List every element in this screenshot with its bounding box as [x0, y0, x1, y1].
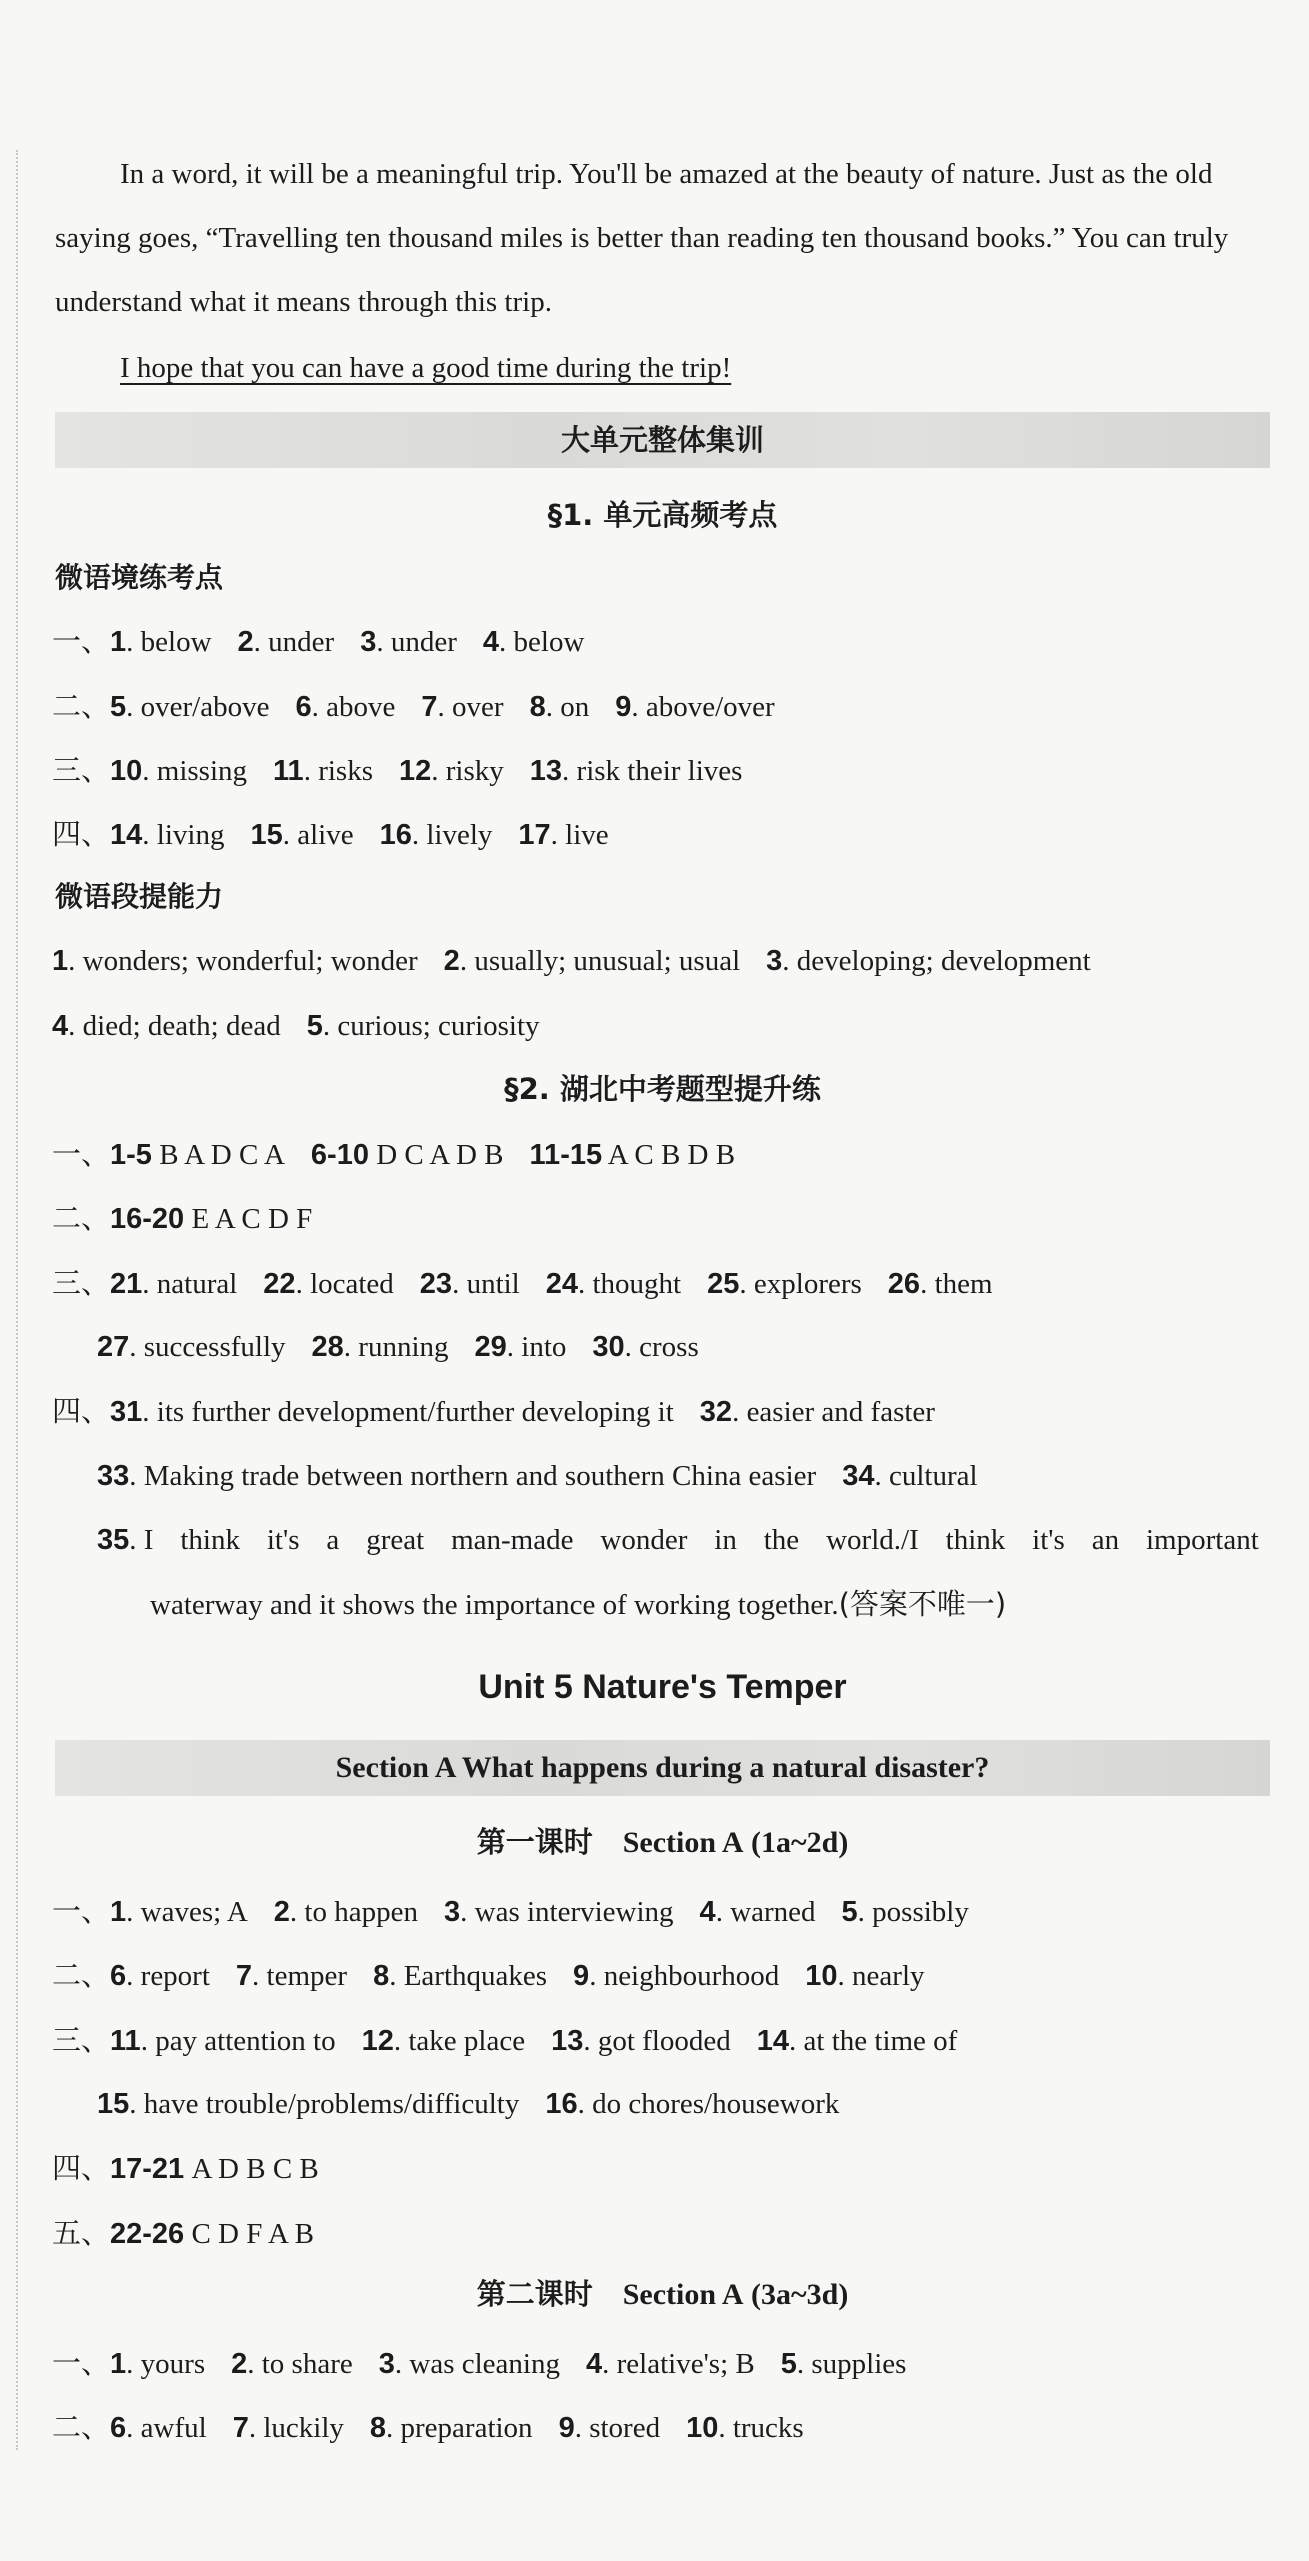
s2-title: §2. 湖北中考题型提升练 — [504, 1072, 821, 1106]
answer-row — [52, 2020, 957, 2061]
answer-text: died; death; dead — [82, 1010, 281, 1042]
answer-item: 11. pay attention to — [110, 2025, 336, 2057]
question-number: 4 — [585, 2348, 603, 2380]
answer-item: 16. lively — [379, 819, 493, 851]
answer-text: thought — [592, 1268, 682, 1300]
answer-item: 12. take place — [361, 2025, 526, 2057]
question-number: 29 — [474, 1331, 507, 1363]
answer-text: developing; development — [796, 945, 1091, 977]
question-number: 33 — [97, 1460, 130, 1492]
answer-row — [52, 2407, 804, 2448]
answer-text: on — [560, 691, 590, 723]
unit-review-title: 大单元整体集训 — [560, 423, 764, 457]
question-number: 5 — [110, 691, 127, 723]
question-number: 8 — [369, 2412, 387, 2444]
answer-row — [52, 1006, 540, 1046]
answer-text: Earthquakes — [403, 1960, 548, 1992]
answer-item: 13. got flooded — [551, 2025, 731, 2057]
group-marker: 四、 — [52, 1394, 111, 1428]
answer-item: 9. stored — [558, 2412, 661, 2444]
question-number: 30 — [592, 1331, 625, 1363]
answer-row — [97, 1327, 699, 1367]
question-number: 12 — [399, 755, 432, 787]
micro-paragraph-title: 微语段提能力 — [55, 880, 224, 913]
question-number: 10 — [110, 755, 143, 787]
question-number: 6 — [110, 2412, 127, 2444]
answer-item: 4. below — [482, 626, 585, 658]
question-number: 32 — [699, 1396, 733, 1428]
question-number: 11 — [110, 2025, 141, 2057]
answer-text: running — [358, 1331, 449, 1363]
answer-text: C D F A B — [191, 2218, 314, 2250]
question-number: 10 — [805, 1960, 838, 1992]
answer-item: 8. Earthquakes — [373, 1960, 548, 1992]
question-number: 14 — [110, 819, 143, 851]
answer-row — [52, 1134, 735, 1175]
question-number: 31 — [110, 1396, 143, 1428]
answer-text: trucks — [732, 2412, 804, 2444]
answer-text: at the time of — [803, 2025, 958, 2057]
answer-text: below — [513, 626, 585, 658]
answer-item: 9. neighbourhood — [573, 1960, 780, 1992]
answer-text: have trouble/problems/difficulty — [143, 2088, 520, 2120]
question-number: 7 — [235, 1960, 253, 1992]
answer-text: nearly — [852, 1960, 925, 1992]
question-number: 21 — [110, 1268, 143, 1300]
question-number: 9 — [573, 1960, 590, 1992]
answer-item: 2. to happen — [273, 1896, 418, 1928]
answer-text: under — [268, 626, 335, 658]
answer-text: its further development/further developing it — [156, 1396, 674, 1428]
answer-item: 3. was interviewing — [443, 1896, 674, 1928]
answer-text: into — [521, 1331, 567, 1363]
answer-row — [52, 1263, 993, 1304]
answer-row — [97, 1456, 978, 1496]
answer-item: 6. awful — [110, 2412, 207, 2444]
answer-text: A D B C B — [191, 2153, 319, 2185]
answer-item: 7. over — [421, 691, 504, 723]
answer-item: 4. warned — [699, 1896, 816, 1928]
question-number: 28 — [311, 1331, 344, 1363]
answer-item: 2. to share — [231, 2348, 353, 2380]
answer-item: 6. above — [295, 691, 396, 723]
answer-item: 8. preparation — [369, 2412, 533, 2444]
answer-text: to happen — [304, 1896, 418, 1928]
answer-row — [52, 941, 1091, 981]
question-number: 1-5 — [110, 1139, 152, 1171]
question-number: 14 — [756, 2025, 790, 2057]
question-number: 1 — [110, 2348, 127, 2380]
answer-item: 26. them — [887, 1268, 993, 1300]
answer-item: 24. thought — [545, 1268, 682, 1300]
answer-text: neighbourhood — [603, 1960, 780, 1992]
answer-item: 5. possibly — [841, 1896, 969, 1928]
question-number: 1 — [110, 626, 127, 658]
answer-item: 33. Making trade between northern and southern China easier — [97, 1460, 817, 1492]
question-number: 6 — [110, 1960, 127, 1992]
answer-item — [530, 1139, 736, 1171]
answer-item: 3. developing; development — [766, 945, 1091, 977]
answer-text: B A D C A — [159, 1139, 285, 1171]
group-marker: 二、 — [52, 2410, 111, 2444]
question-number: 27 — [97, 1331, 130, 1363]
question-number: 17 — [518, 819, 551, 851]
answer-row — [52, 686, 775, 727]
question-number: 5 — [780, 2348, 797, 2380]
answer-text: was interviewing — [474, 1896, 674, 1928]
group-marker: 二、 — [52, 689, 111, 723]
question-number: 13 — [529, 755, 563, 787]
answer-item: 2. usually; unusual; usual — [443, 945, 741, 977]
answer-text: got flooded — [597, 2025, 731, 2057]
question-number: 5 — [306, 1010, 323, 1042]
answer-text: E A C D F — [191, 1203, 313, 1235]
answer-item: 4. died; death; dead — [52, 1010, 281, 1042]
answer-text: easier and faster — [746, 1396, 935, 1428]
q35-line2: waterway and it shows the importance of working together.(答案不唯一) — [150, 1587, 1007, 1621]
answer-text: curious; curiosity — [337, 1010, 540, 1042]
question-number: 2 — [237, 626, 254, 658]
question-number: 2 — [273, 1896, 290, 1928]
answer-item: 10. missing — [110, 755, 248, 787]
question-number: 22-26 — [110, 2218, 185, 2250]
answer-item — [311, 1139, 504, 1171]
answer-text: preparation — [400, 2412, 533, 2444]
question-number: 4 — [52, 1010, 69, 1042]
answer-text: successfully — [143, 1331, 286, 1363]
question-number: 16 — [379, 819, 412, 851]
answer-item: 10. trucks — [686, 2412, 804, 2444]
question-number: 15 — [97, 2088, 130, 2120]
answer-row — [52, 2148, 319, 2189]
answer-item: 31. its further development/further developing it — [110, 1396, 674, 1428]
answer-text: missing — [156, 755, 248, 787]
answer-item: 1. wonders; wonderful; wonder — [52, 945, 418, 977]
answer-item: 5. supplies — [780, 2348, 907, 2380]
answer-item: 30. cross — [592, 1331, 699, 1363]
answer-text: cultural — [888, 1460, 978, 1492]
lesson1-title: 第一课时 Section A (1a~2d) — [476, 1825, 849, 1859]
group-marker: 四、 — [52, 2151, 111, 2185]
answer-text: wonders; wonderful; wonder — [82, 945, 418, 977]
answer-item: 29. into — [474, 1331, 567, 1363]
answer-text: below — [140, 626, 212, 658]
question-number: 34 — [842, 1460, 875, 1492]
answer-item: 21. natural — [110, 1268, 238, 1300]
answer-item — [110, 1203, 312, 1235]
answer-row — [97, 2084, 839, 2124]
question-number: 16 — [545, 2088, 578, 2120]
question-number: 3 — [766, 945, 783, 977]
group-marker: 二、 — [52, 1958, 111, 1992]
answer-text: usually; unusual; usual — [474, 945, 741, 977]
answer-text: luckily — [263, 2412, 344, 2444]
answer-item: 27. successfully — [97, 1331, 286, 1363]
question-number: 4 — [482, 626, 500, 658]
question-number: 9 — [558, 2412, 575, 2444]
passage-paragraph-1: In a word, it will be a meaningful trip. You'll be amazed at the beauty of nature. Just as the old saying goes, “Travelling ten thousand miles is better than reading ten thousand books.” You can truly understand what it means through this trip. — [55, 158, 1229, 318]
answer-text: was cleaning — [409, 2348, 560, 2380]
question-number: 24 — [545, 1268, 578, 1300]
answer-item: 14. living — [110, 819, 225, 851]
question-number: 17-21 — [110, 2153, 185, 2185]
question-number: 6-10 — [310, 1139, 369, 1171]
question-number: 13 — [551, 2025, 584, 2057]
answer-item: 15. have trouble/problems/difficulty — [97, 2088, 520, 2120]
answer-text: A C B D B — [607, 1139, 736, 1171]
answer-row — [52, 2213, 314, 2254]
question-number: 2 — [231, 2348, 248, 2380]
answer-text: under — [390, 626, 457, 658]
answer-text: possibly — [872, 1896, 969, 1928]
answer-item: 3. was cleaning — [378, 2348, 560, 2380]
question-number: 1 — [52, 945, 69, 977]
answer-row — [52, 1391, 935, 1432]
answer-item: 4. relative's; B — [585, 2348, 755, 2380]
answer-item: 32. easier and faster — [699, 1396, 935, 1428]
answer-text: above/over — [645, 691, 775, 723]
answer-text: located — [310, 1268, 394, 1300]
answer-item: 1. yours — [110, 2348, 206, 2380]
answer-item: 7. temper — [235, 1960, 348, 1992]
answer-item: 9. above/over — [615, 691, 775, 723]
answer-item: 25. explorers — [707, 1268, 862, 1300]
answer-item: 13. risk their lives — [529, 755, 743, 787]
answer-text: take place — [408, 2025, 526, 2057]
question-number: 5 — [841, 1896, 858, 1928]
binding-edge-divider — [16, 150, 18, 2450]
question-number: 4 — [699, 1896, 716, 1928]
answer-text: relative's; B — [616, 2348, 755, 2380]
section-a-title: Section A What happens during a natural disaster? — [335, 1751, 990, 1784]
answer-item — [110, 2153, 319, 2185]
answer-text: risk their lives — [576, 755, 743, 787]
answer-item: 22. located — [263, 1268, 394, 1300]
answer-row — [52, 814, 609, 855]
answer-text: warned — [730, 1896, 816, 1928]
answer-item: 23. until — [419, 1268, 520, 1300]
answer-text: cross — [639, 1331, 699, 1363]
question-number: 23 — [419, 1268, 453, 1300]
question-number: 9 — [615, 691, 632, 723]
answer-text: temper — [266, 1960, 348, 1992]
group-marker: 四、 — [52, 817, 111, 851]
answer-item: 15. alive — [250, 819, 354, 851]
question-number: 3 — [378, 2348, 395, 2380]
question-number: 10 — [686, 2412, 719, 2444]
answer-item: 5. over/above — [110, 691, 270, 723]
question-number: 8 — [373, 1960, 390, 1992]
question-number: 11 — [273, 755, 304, 787]
answer-row — [52, 1955, 925, 1996]
answer-text: over/above — [140, 691, 270, 723]
answer-text: supplies — [811, 2348, 907, 2380]
answer-item: 8. on — [529, 691, 590, 723]
answer-item — [110, 1139, 285, 1171]
answer-item: 3. under — [360, 626, 457, 658]
answer-item: 2. under — [237, 626, 335, 658]
question-number: 15 — [250, 819, 283, 851]
lesson2-title: 第二课时 Section A (3a~3d) — [476, 2277, 849, 2311]
answer-text: Making trade between northern and southern China easier — [143, 1460, 817, 1492]
q35-line1: 35. I think it's a great man-made wonder in the world./I think it's an important — [97, 1524, 1259, 1556]
question-number: 12 — [361, 2025, 394, 2057]
group-marker: 一、 — [52, 2346, 111, 2380]
answer-text: live — [565, 819, 609, 851]
unit5-title: Unit 5 Nature's Temper — [478, 1668, 847, 1706]
answer-text: to share — [261, 2348, 353, 2380]
answer-text: them — [934, 1268, 993, 1300]
group-marker: 三、 — [52, 1266, 111, 1300]
answer-text: do chores/housework — [592, 2088, 840, 2120]
question-number: 11-15 — [529, 1139, 603, 1171]
answer-text: yours — [140, 2348, 206, 2380]
question-number: 8 — [529, 691, 546, 723]
answer-item: 34. cultural — [842, 1460, 978, 1492]
group-marker: 三、 — [52, 2023, 111, 2057]
answer-text: above — [326, 691, 396, 723]
answer-item: 1. below — [110, 626, 212, 658]
question-number: 7 — [421, 691, 438, 723]
answer-item: 7. luckily — [232, 2412, 344, 2444]
answer-text: living — [156, 819, 225, 851]
micro-context-title: 微语境练考点 — [55, 561, 224, 594]
question-number: 26 — [887, 1268, 921, 1300]
answer-item: 16. do chores/housework — [545, 2088, 840, 2120]
question-number: 3 — [443, 1896, 461, 1928]
answer-row — [52, 2343, 906, 2384]
answer-text: alive — [297, 819, 354, 851]
answer-text: D C A D B — [376, 1139, 504, 1171]
question-number: 6 — [295, 691, 312, 723]
answer-text: risky — [445, 755, 504, 787]
question-number: 22 — [263, 1268, 296, 1300]
answer-text: until — [466, 1268, 520, 1300]
group-marker: 一、 — [52, 1137, 111, 1171]
answer-item: 1. waves; A — [110, 1896, 248, 1928]
question-number: 16-20 — [110, 1203, 185, 1235]
question-number: 25 — [707, 1268, 740, 1300]
answer-item: 28. running — [311, 1331, 449, 1363]
answer-text: natural — [156, 1268, 238, 1300]
answer-row — [52, 621, 584, 662]
group-marker: 二、 — [52, 1201, 111, 1235]
answer-row — [52, 1891, 969, 1932]
answer-text: risks — [318, 755, 373, 787]
answer-item: 10. nearly — [805, 1960, 925, 1992]
answer-text: awful — [140, 2412, 207, 2444]
answer-item: 14. at the time of — [756, 2025, 958, 2057]
answer-row — [52, 750, 742, 791]
group-marker: 三、 — [52, 753, 111, 787]
question-number: 3 — [360, 626, 377, 658]
answer-text: waves; A — [140, 1896, 248, 1928]
answer-text: lively — [426, 819, 493, 851]
group-marker: 五、 — [52, 2216, 111, 2250]
question-number: 2 — [443, 945, 460, 977]
s1-title: §1. 单元高频考点 — [547, 498, 778, 532]
answer-text: explorers — [753, 1268, 862, 1300]
answer-item — [110, 2218, 314, 2250]
answer-item: 5. curious; curiosity — [306, 1010, 540, 1042]
question-number: 7 — [232, 2412, 249, 2444]
group-marker: 一、 — [52, 1894, 111, 1928]
answer-row — [52, 1198, 312, 1239]
answer-item: 11. risks — [273, 755, 373, 787]
answer-text: pay attention to — [155, 2025, 336, 2057]
answer-text: over — [452, 691, 504, 723]
group-marker: 一、 — [52, 624, 111, 658]
question-number: 1 — [110, 1896, 127, 1928]
answer-item: 17. live — [518, 819, 609, 851]
passage-paragraph-2: I hope that you can have a good time during the trip! — [120, 352, 732, 384]
answer-text: stored — [589, 2412, 661, 2444]
answer-text: report — [140, 1960, 210, 1992]
answer-item: 6. report — [110, 1960, 210, 1992]
answer-item: 12. risky — [399, 755, 504, 787]
